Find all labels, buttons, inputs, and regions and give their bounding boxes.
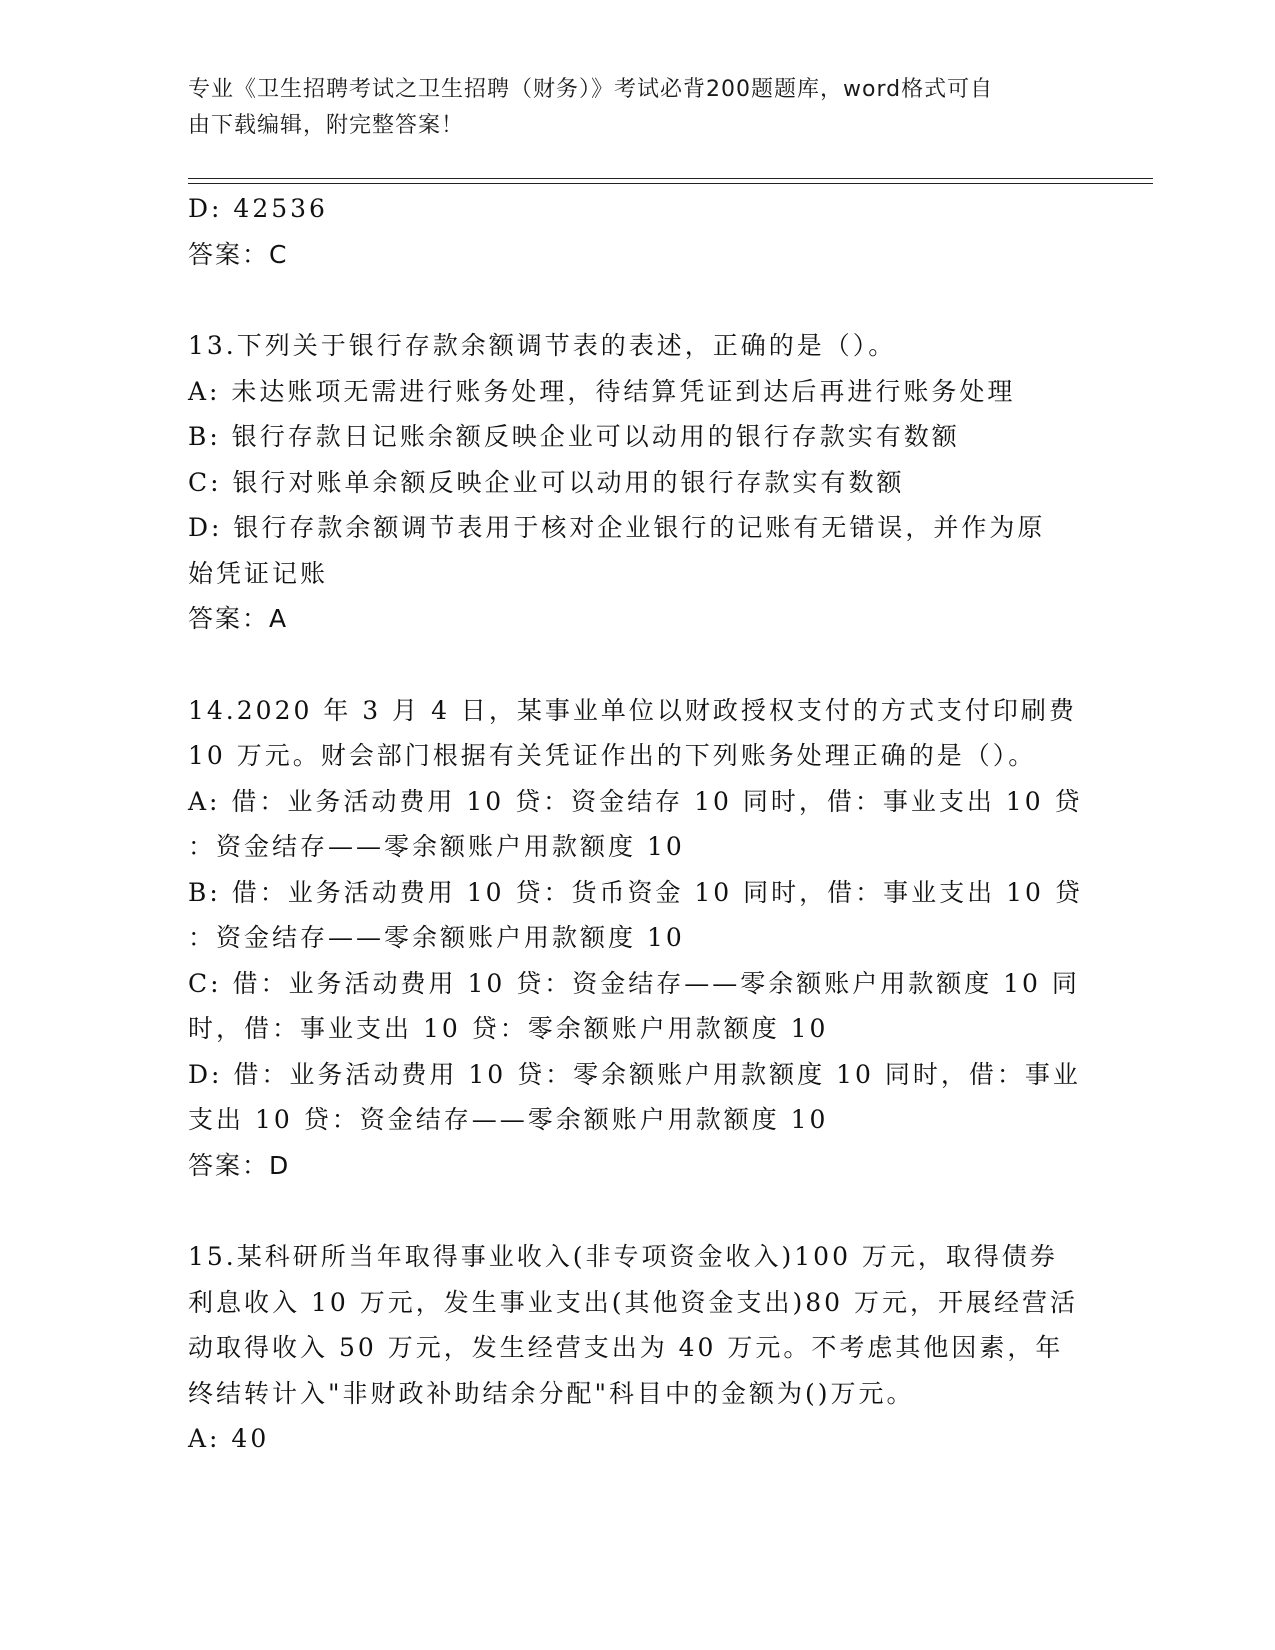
option-a: A: 借：业务活动费用 10 贷：资金结存 10 同时，借：事业支出 10 贷	[188, 786, 1083, 816]
option-b: B: 借：业务活动费用 10 贷：货币资金 10 同时，借：事业支出 10 贷	[188, 877, 1083, 907]
header-line-1: 专业《卫生招聘考试之卫生招聘（财务）》考试必背200题题库，word格式可自	[188, 77, 994, 102]
answer-line: 答案：A	[188, 604, 289, 633]
question-13	[188, 323, 1068, 642]
option-b-continued: ：资金结存——零余额账户用款额度 10	[188, 923, 685, 952]
option-d-continued: 支出 10 贷：资金结存——零余额账户用款额度 10	[188, 1105, 829, 1134]
document-body	[188, 186, 1083, 1462]
option-a: A: 未达账项无需进行账务处理，待结算凭证到达后再进行账务处理	[188, 376, 1016, 406]
document-header	[188, 72, 1068, 144]
question-stem-continued: 终结转计入"非财政补助结余分配"科目中的金额为()万元。	[188, 1378, 915, 1408]
question-stem: 13.下列关于银行存款余额调节表的表述，正确的是（）。	[188, 331, 897, 360]
answer-line: 答案：C	[188, 239, 289, 269]
option-b: B: 银行存款日记账余额反映企业可以动用的银行存款实有数额	[188, 422, 960, 451]
question-14	[188, 688, 1083, 1189]
option-d: D: 借：业务活动费用 10 贷：零余额账户用款额度 10 同时，借：事业	[188, 1059, 1081, 1089]
question-stem: 15.某科研所当年取得事业收入(非专项资金收入)100 万元，取得债券	[188, 1242, 1058, 1271]
option-a-continued: ：资金结存——零余额账户用款额度 10	[188, 832, 685, 861]
option-c: C: 借：业务活动费用 10 贷：资金结存——零余额账户用款额度 10 同	[188, 968, 1080, 998]
option-a: A: 40	[188, 1424, 270, 1453]
header-divider-bottom	[188, 183, 1153, 184]
option-d: D: 银行存款余额调节表用于核对企业银行的记账有无错误，并作为原	[188, 513, 1046, 542]
question-stem-continued: 动取得收入 50 万元，发生经营支出为 40 万元。不考虑其他因素，年	[188, 1333, 1064, 1362]
option-c-continued: 时，借：事业支出 10 贷：零余额账户用款额度 10	[188, 1014, 829, 1043]
previous-question-tail	[188, 186, 1068, 277]
question-15	[188, 1234, 1078, 1462]
option-d-continued: 始凭证记账	[188, 558, 329, 588]
header-line-2: 由下载编辑，附完整答案！	[188, 113, 465, 138]
answer-line: 答案：D	[188, 1150, 291, 1180]
question-stem-continued: 利息收入 10 万元，发生事业支出(其他资金支出)80 万元，开展经营活	[188, 1287, 1078, 1317]
option-c: C: 银行对账单余额反映企业可以动用的银行存款实有数额	[188, 467, 905, 497]
question-stem: 14.2020 年 3 月 4 日，某事业单位以财政授权支付的方式支付印刷费	[188, 695, 1077, 725]
header-divider-top	[188, 178, 1153, 179]
option-d: D: 42536	[188, 194, 328, 223]
question-stem-continued: 10 万元。财会部门根据有关凭证作出的下列账务处理正确的是（）。	[188, 741, 1037, 770]
